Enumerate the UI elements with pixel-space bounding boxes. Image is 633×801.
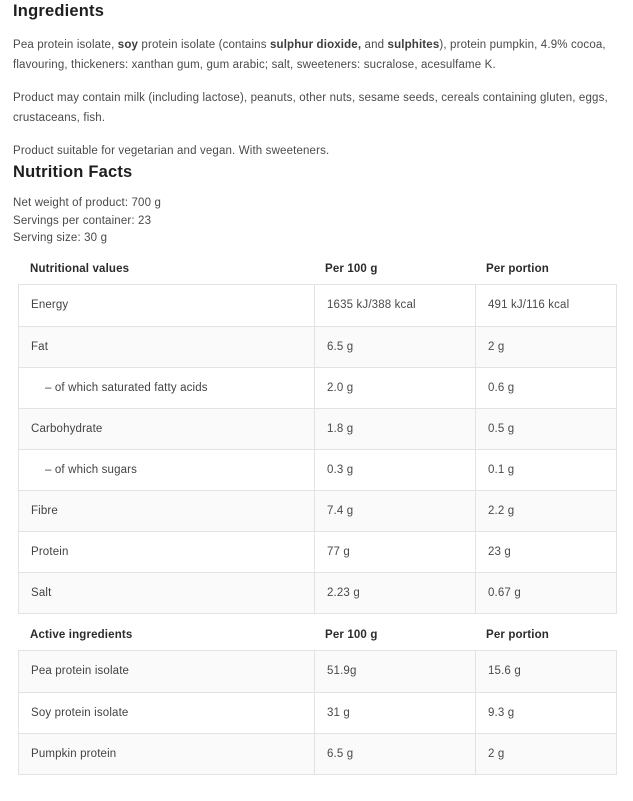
value-per-100g: 6.5 g — [314, 734, 475, 774]
value-per-portion: 0.6 g — [475, 368, 618, 408]
column-header-per-100g: Per 100 g — [325, 262, 378, 275]
servings-per-container-line: Servings per container: 23 — [13, 214, 152, 227]
bold-ingredient-text: sulphites — [387, 39, 440, 51]
table-row — [19, 408, 616, 449]
row-label: Carbohydrate — [31, 422, 103, 435]
active-ingredients-table — [18, 629, 617, 775]
value-per-100g: 7.4 g — [314, 491, 475, 531]
row-label: Fat — [31, 340, 49, 353]
value-per-100g: 0.3 g — [314, 450, 475, 490]
ingredient-text: protein isolate (contains — [138, 39, 270, 51]
table-row — [19, 449, 616, 490]
table-row — [19, 326, 616, 367]
suitability-notice-paragraph: Product suitable for vegetarian and vegan. With sweeteners. — [13, 145, 330, 157]
nutritional-values-table — [18, 263, 617, 614]
value-per-portion: 15.6 g — [475, 651, 618, 692]
ingredients-title: Ingredients — [13, 2, 105, 20]
row-label: Energy — [31, 299, 69, 311]
bold-ingredient-text: sulphur dioxide, — [269, 39, 362, 51]
active-ingredients-header-row — [18, 629, 617, 641]
bold-ingredient-text: soy — [117, 39, 139, 51]
value-per-100g: 77 g — [314, 532, 475, 572]
value-per-portion: 491 kJ/116 kcal — [475, 285, 618, 326]
active-ingredients-table-body — [18, 650, 617, 775]
row-label: Soy protein isolate — [31, 706, 129, 719]
table-row — [19, 572, 616, 613]
value-per-100g: 51.9g — [314, 651, 475, 692]
value-per-portion: 2 g — [475, 327, 618, 367]
value-per-portion: 0.67 g — [475, 573, 618, 613]
table-row — [19, 285, 616, 326]
column-header-nutritional-values: Nutritional values — [30, 262, 130, 275]
column-header-per-100g: Per 100 g — [325, 628, 378, 641]
table-row — [19, 651, 616, 692]
column-header-per-portion: Per portion — [486, 628, 549, 641]
allergen-notice-paragraph: Product may contain milk (including lactose), peanuts, other nuts, sesame seeds, cereals containing gluten, eggs, crustaceans, fish. — [13, 92, 608, 124]
serving-size-line: Serving size: 30 g — [13, 232, 108, 244]
value-per-100g: 2.23 g — [314, 573, 475, 613]
row-label: Fibre — [31, 504, 58, 517]
table-row — [19, 733, 616, 774]
column-header-per-portion: Per portion — [486, 262, 549, 275]
value-per-portion: 2 g — [475, 734, 618, 774]
value-per-portion: 0.5 g — [475, 409, 618, 449]
row-label: – of which saturated fatty acids — [45, 381, 208, 394]
table-row — [19, 692, 616, 733]
table-row — [19, 490, 616, 531]
net-weight-line: Net weight of product: 700 g — [13, 197, 162, 209]
value-per-100g: 31 g — [314, 693, 475, 733]
ingredients-composition-paragraph — [13, 35, 620, 75]
row-label: Protein — [31, 545, 69, 558]
nutritional-values-table-body — [18, 284, 617, 614]
table-row — [19, 531, 616, 572]
value-per-100g: 6.5 g — [314, 327, 475, 367]
nutritional-values-header-row — [18, 263, 617, 275]
value-per-100g: 1635 kJ/388 kcal — [314, 285, 475, 326]
row-label: Pea protein isolate — [31, 665, 130, 677]
ingredient-text: ), protein pumpkin, 4.9% cocoa, flavouring, thickeners: xanthan gum, gum arabic; salt, sweeteners: sucralose, acesulfame K. — [13, 39, 606, 71]
value-per-portion: 23 g — [475, 532, 618, 572]
serving-info — [13, 195, 620, 248]
column-header-active-ingredients: Active ingredients — [30, 628, 133, 641]
row-label: Pumpkin protein — [31, 747, 117, 760]
ingredient-text: Pea protein isolate, — [13, 39, 118, 51]
value-per-portion: 0.1 g — [475, 450, 618, 490]
nutrition-facts-title: Nutrition Facts — [13, 163, 133, 181]
table-row — [19, 367, 616, 408]
row-label: – of which sugars — [45, 463, 138, 476]
value-per-portion: 2.2 g — [475, 491, 618, 531]
value-per-100g: 2.0 g — [314, 368, 475, 408]
row-label: Salt — [31, 586, 52, 599]
value-per-100g: 1.8 g — [314, 409, 475, 449]
value-per-portion: 9.3 g — [475, 693, 618, 733]
ingredient-text: and — [361, 39, 388, 51]
